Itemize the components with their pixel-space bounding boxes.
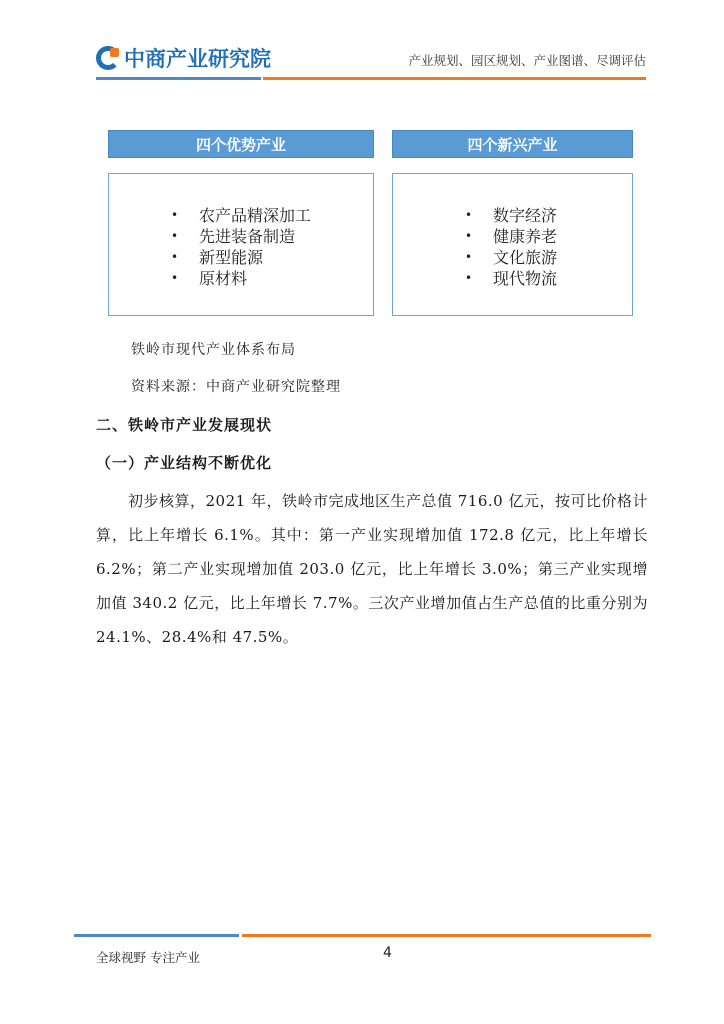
logo-icon <box>96 46 120 70</box>
page-number: 4 <box>383 945 392 961</box>
list-item: • 原材料 <box>171 269 248 288</box>
header-divider-orange <box>263 77 646 80</box>
list-item: • 现代物流 <box>465 269 558 288</box>
list-item: • 农产品精深加工 <box>171 206 312 225</box>
footer-slogan: 全球视野 专注产业 <box>96 950 200 965</box>
emerging-industries-list <box>465 205 557 289</box>
section-heading: 二、铁岭市产业发展现状 <box>96 416 273 434</box>
list-item: • 先进装备制造 <box>171 227 296 246</box>
advantage-industries-header: 四个优势产业 <box>108 130 374 158</box>
logo-text: 中商产业研究院 <box>124 47 271 71</box>
company-logo <box>96 44 271 72</box>
footer-divider-blue <box>74 934 239 937</box>
emerging-industries-header: 四个新兴产业 <box>392 130 633 158</box>
body-paragraph: 初步核算，2021 年，铁岭市完成地区生产总值 716.0 亿元，按可比价格计算，比上年增长 6.1%。其中：第一产业实现增加值 172.8 亿元，比上年增长 6.2%；第二产业实现增加值 203.0 亿元，比上年增长 3.0%；第三产业实现增加值 340.2 亿元，比上年增长 7.7%。三次产业增加值占生产总值的比重分别为 24.1%、28.4%和 47.5%。 <box>96 492 648 646</box>
list-item: • 新型能源 <box>171 248 264 267</box>
source-note: 资料来源：中商产业研究院整理 <box>131 379 341 395</box>
emerging-industries-box <box>392 173 633 316</box>
advantage-industries-list <box>171 205 311 289</box>
figure-caption: 铁岭市现代产业体系布局 <box>131 342 296 358</box>
footer-divider-orange <box>242 934 651 937</box>
header-divider-blue <box>96 77 261 80</box>
list-item: • 文化旅游 <box>465 248 558 267</box>
list-item: • 健康养老 <box>465 227 558 246</box>
header-tagline: 产业规划、园区规划、产业图谱、尽调评估 <box>408 53 646 68</box>
advantage-industries-box <box>108 173 374 316</box>
subsection-heading: （一）产业结构不断优化 <box>96 454 273 472</box>
list-item: • 数字经济 <box>465 206 558 225</box>
